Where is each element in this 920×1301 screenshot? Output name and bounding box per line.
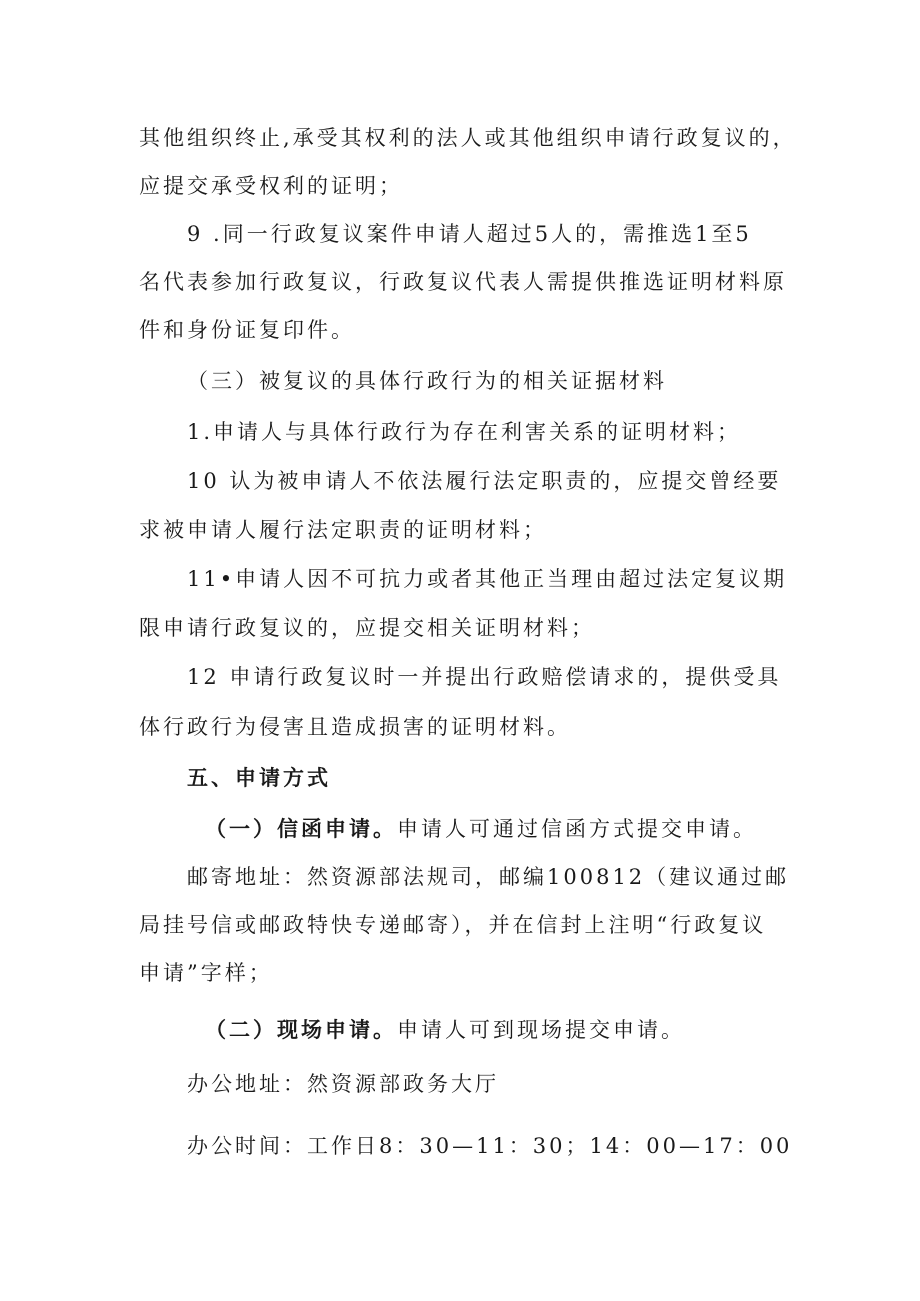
section-heading-5: 五、申请方式 xyxy=(187,766,331,790)
mail-address-line: 局挂号信或邮政特快专递邮寄），并在信封上注明“行政复议 xyxy=(139,913,767,937)
mail-address-line: 邮寄地址：然资源部法规司，邮编100812（建议通过邮 xyxy=(187,865,790,889)
office-address: 办公地址：然资源部政务大厅 xyxy=(187,1072,499,1096)
onsite-application-text: 申请人可到现场提交申请。 xyxy=(397,1018,685,1042)
paragraph-line: 求被申请人履行法定职责的证明材料； xyxy=(139,518,547,542)
mail-application-text: 申请人可通过信函方式提交申请。 xyxy=(397,817,757,841)
paragraph-line: 名代表参加行政复议，行政复议代表人需提供推选证明材料原 xyxy=(139,270,787,294)
list-item-9: 9 .同一行政复议案件申请人超过5人的，需推选1至5 xyxy=(187,222,752,246)
mail-address-line: 申请”字样； xyxy=(139,961,273,985)
paragraph-line: 限申请行政复议的，应提交相关证明材料； xyxy=(139,616,595,640)
paragraph-line: 体行政行为侵害且造成损害的证明材料。 xyxy=(139,715,571,739)
mail-application-heading: （一）信函申请。 xyxy=(205,817,397,841)
paragraph-line: 应提交承受权利的证明； xyxy=(139,174,403,198)
onsite-application-heading: （二）现场申请。 xyxy=(205,1018,397,1042)
section-subheading-3: （三）被复议的具体行政行为的相关证据材料 xyxy=(187,369,667,393)
list-item-12: 12 申请行政复议时一并提出行政赔偿请求的，提供受具 xyxy=(187,665,782,689)
paragraph-line: 件和身份证复印件。 xyxy=(139,318,355,342)
list-item-11: 11•申请人因不可抗力或者其他正当理由超过法定复议期 xyxy=(187,567,788,591)
onsite-application-paragraph xyxy=(205,1015,685,1045)
mail-application-paragraph xyxy=(205,814,757,844)
list-item-10: 10 认为被申请人不依法履行法定职责的，应提交曾经要 xyxy=(187,469,782,493)
list-item-1: 1.申请人与具体行政行为存在利害关系的证明材料； xyxy=(187,420,742,444)
paragraph-line: 其他组织终止,承受其权利的法人或其他组织申请行政复议的， xyxy=(139,126,797,150)
office-hours: 办公时间：工作日8：30—11：30；14：00—17：00 xyxy=(187,1134,793,1158)
